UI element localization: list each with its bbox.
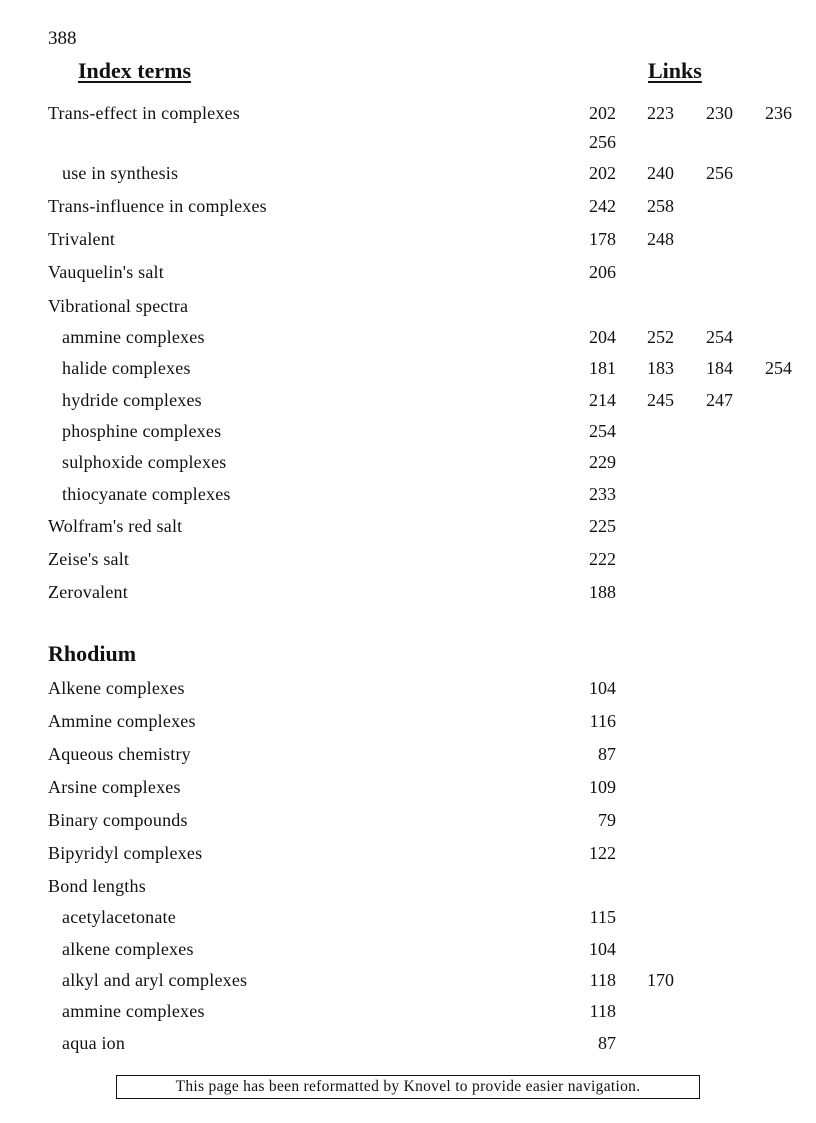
index-entry (0, 744, 816, 770)
index-term: Binary compounds (48, 810, 188, 830)
page-link[interactable]: 115 (589, 907, 616, 927)
page-link[interactable]: 252 (647, 327, 674, 347)
index-term: Aqueous chemistry (48, 744, 191, 764)
page-link[interactable]: 178 (589, 229, 616, 249)
index-term: Vibrational spectra (48, 296, 189, 316)
page-link[interactable]: 87 (598, 744, 616, 764)
index-subentry (0, 970, 816, 996)
index-subentry (0, 358, 816, 384)
page-link[interactable]: 104 (589, 939, 616, 959)
index-term: Zerovalent (48, 582, 128, 602)
page-link[interactable]: 254 (765, 358, 792, 378)
page-link[interactable]: 258 (647, 196, 674, 216)
page-link[interactable]: 240 (647, 163, 674, 183)
page-link[interactable]: 225 (589, 516, 616, 536)
page-link[interactable]: 87 (598, 1033, 616, 1053)
index-subentry (0, 907, 816, 933)
page-link[interactable]: 248 (647, 229, 674, 249)
page-link[interactable]: 79 (598, 810, 616, 830)
page-link[interactable]: 170 (647, 970, 674, 990)
index-term: Alkene complexes (48, 678, 185, 698)
index-subentry (0, 939, 816, 965)
page-number: 388 (48, 28, 77, 49)
index-term: hydride complexes (62, 390, 202, 410)
page-link[interactable]: 233 (589, 484, 616, 504)
links-header: Links (648, 58, 702, 83)
index-subentry (0, 390, 816, 416)
index-term: Trivalent (48, 229, 116, 249)
index-entry (0, 103, 816, 129)
page-link[interactable]: 256 (706, 163, 733, 183)
section-heading: Rhodium (48, 641, 137, 666)
index-term: Trans-effect in complexes (48, 103, 240, 123)
index-subentry (0, 452, 816, 478)
page-link[interactable]: 118 (589, 1001, 616, 1021)
page-link[interactable]: 204 (589, 327, 616, 347)
page-link[interactable]: 247 (706, 390, 733, 410)
page-link[interactable]: 122 (589, 843, 616, 863)
index-term: alkene complexes (62, 939, 194, 959)
index-entry (0, 843, 816, 869)
page-link[interactable]: 183 (647, 358, 674, 378)
index-term: Wolfram's red salt (48, 516, 183, 536)
index-entry (0, 876, 816, 902)
index-term: Vauquelin's salt (48, 262, 164, 282)
page-link[interactable]: 222 (589, 549, 616, 569)
index-term: Bond lengths (48, 876, 146, 896)
index-subentry (0, 163, 816, 189)
page-link[interactable]: 109 (589, 777, 616, 797)
page-link[interactable]: 118 (589, 970, 616, 990)
index-term: Bipyridyl complexes (48, 843, 203, 863)
index-subentry (0, 484, 816, 510)
index-entry (0, 711, 816, 737)
index-subentry (0, 1033, 816, 1059)
index-entry (0, 810, 816, 836)
index-subentry (0, 1001, 816, 1027)
index-entry-continuation (0, 132, 816, 158)
page-link[interactable]: 202 (589, 163, 616, 183)
index-term: phosphine complexes (62, 421, 222, 441)
index-term: Zeise's salt (48, 549, 130, 569)
index-term: ammine complexes (62, 1001, 205, 1021)
page-link[interactable]: 202 (589, 103, 616, 123)
index-terms-header: Index terms (78, 58, 192, 83)
index-entry (0, 262, 816, 288)
page-link[interactable]: 230 (706, 103, 733, 123)
page-link[interactable]: 181 (589, 358, 616, 378)
index-term: acetylacetonate (62, 907, 176, 927)
index-entry (0, 516, 816, 542)
index-entry (0, 229, 816, 255)
page-link[interactable]: 116 (589, 711, 616, 731)
index-term: alkyl and aryl complexes (62, 970, 248, 990)
page-link[interactable]: 254 (706, 327, 733, 347)
index-term: thiocyanate complexes (62, 484, 231, 504)
index-entry (0, 196, 816, 222)
page-link[interactable]: 206 (589, 262, 616, 282)
index-entry (0, 582, 816, 608)
index-subentry (0, 421, 816, 447)
index-entry (0, 296, 816, 322)
page-link[interactable]: 188 (589, 582, 616, 602)
page-link[interactable]: 104 (589, 678, 616, 698)
knovel-footer-note: This page has been reformatted by Knovel to provide easier navigation. (116, 1075, 700, 1099)
page-link[interactable]: 229 (589, 452, 616, 472)
page-link[interactable]: 236 (765, 103, 792, 123)
index-entry (0, 549, 816, 575)
index-term: halide complexes (62, 358, 191, 378)
page-link[interactable]: 256 (589, 132, 616, 152)
index-term: Ammine complexes (48, 711, 196, 731)
index-term: use in synthesis (62, 163, 179, 183)
page-link[interactable]: 242 (589, 196, 616, 216)
index-term: aqua ion (62, 1033, 126, 1053)
page-link[interactable]: 245 (647, 390, 674, 410)
index-entry (0, 678, 816, 704)
index-subentry (0, 327, 816, 353)
page-link[interactable]: 184 (706, 358, 733, 378)
page-link[interactable]: 214 (589, 390, 616, 410)
page-link[interactable]: 254 (589, 421, 616, 441)
index-term: Arsine complexes (48, 777, 181, 797)
page-link[interactable]: 223 (647, 103, 674, 123)
index-term: ammine complexes (62, 327, 205, 347)
index-entry (0, 777, 816, 803)
index-term: Trans-influence in complexes (48, 196, 267, 216)
index-term: sulphoxide complexes (62, 452, 227, 472)
